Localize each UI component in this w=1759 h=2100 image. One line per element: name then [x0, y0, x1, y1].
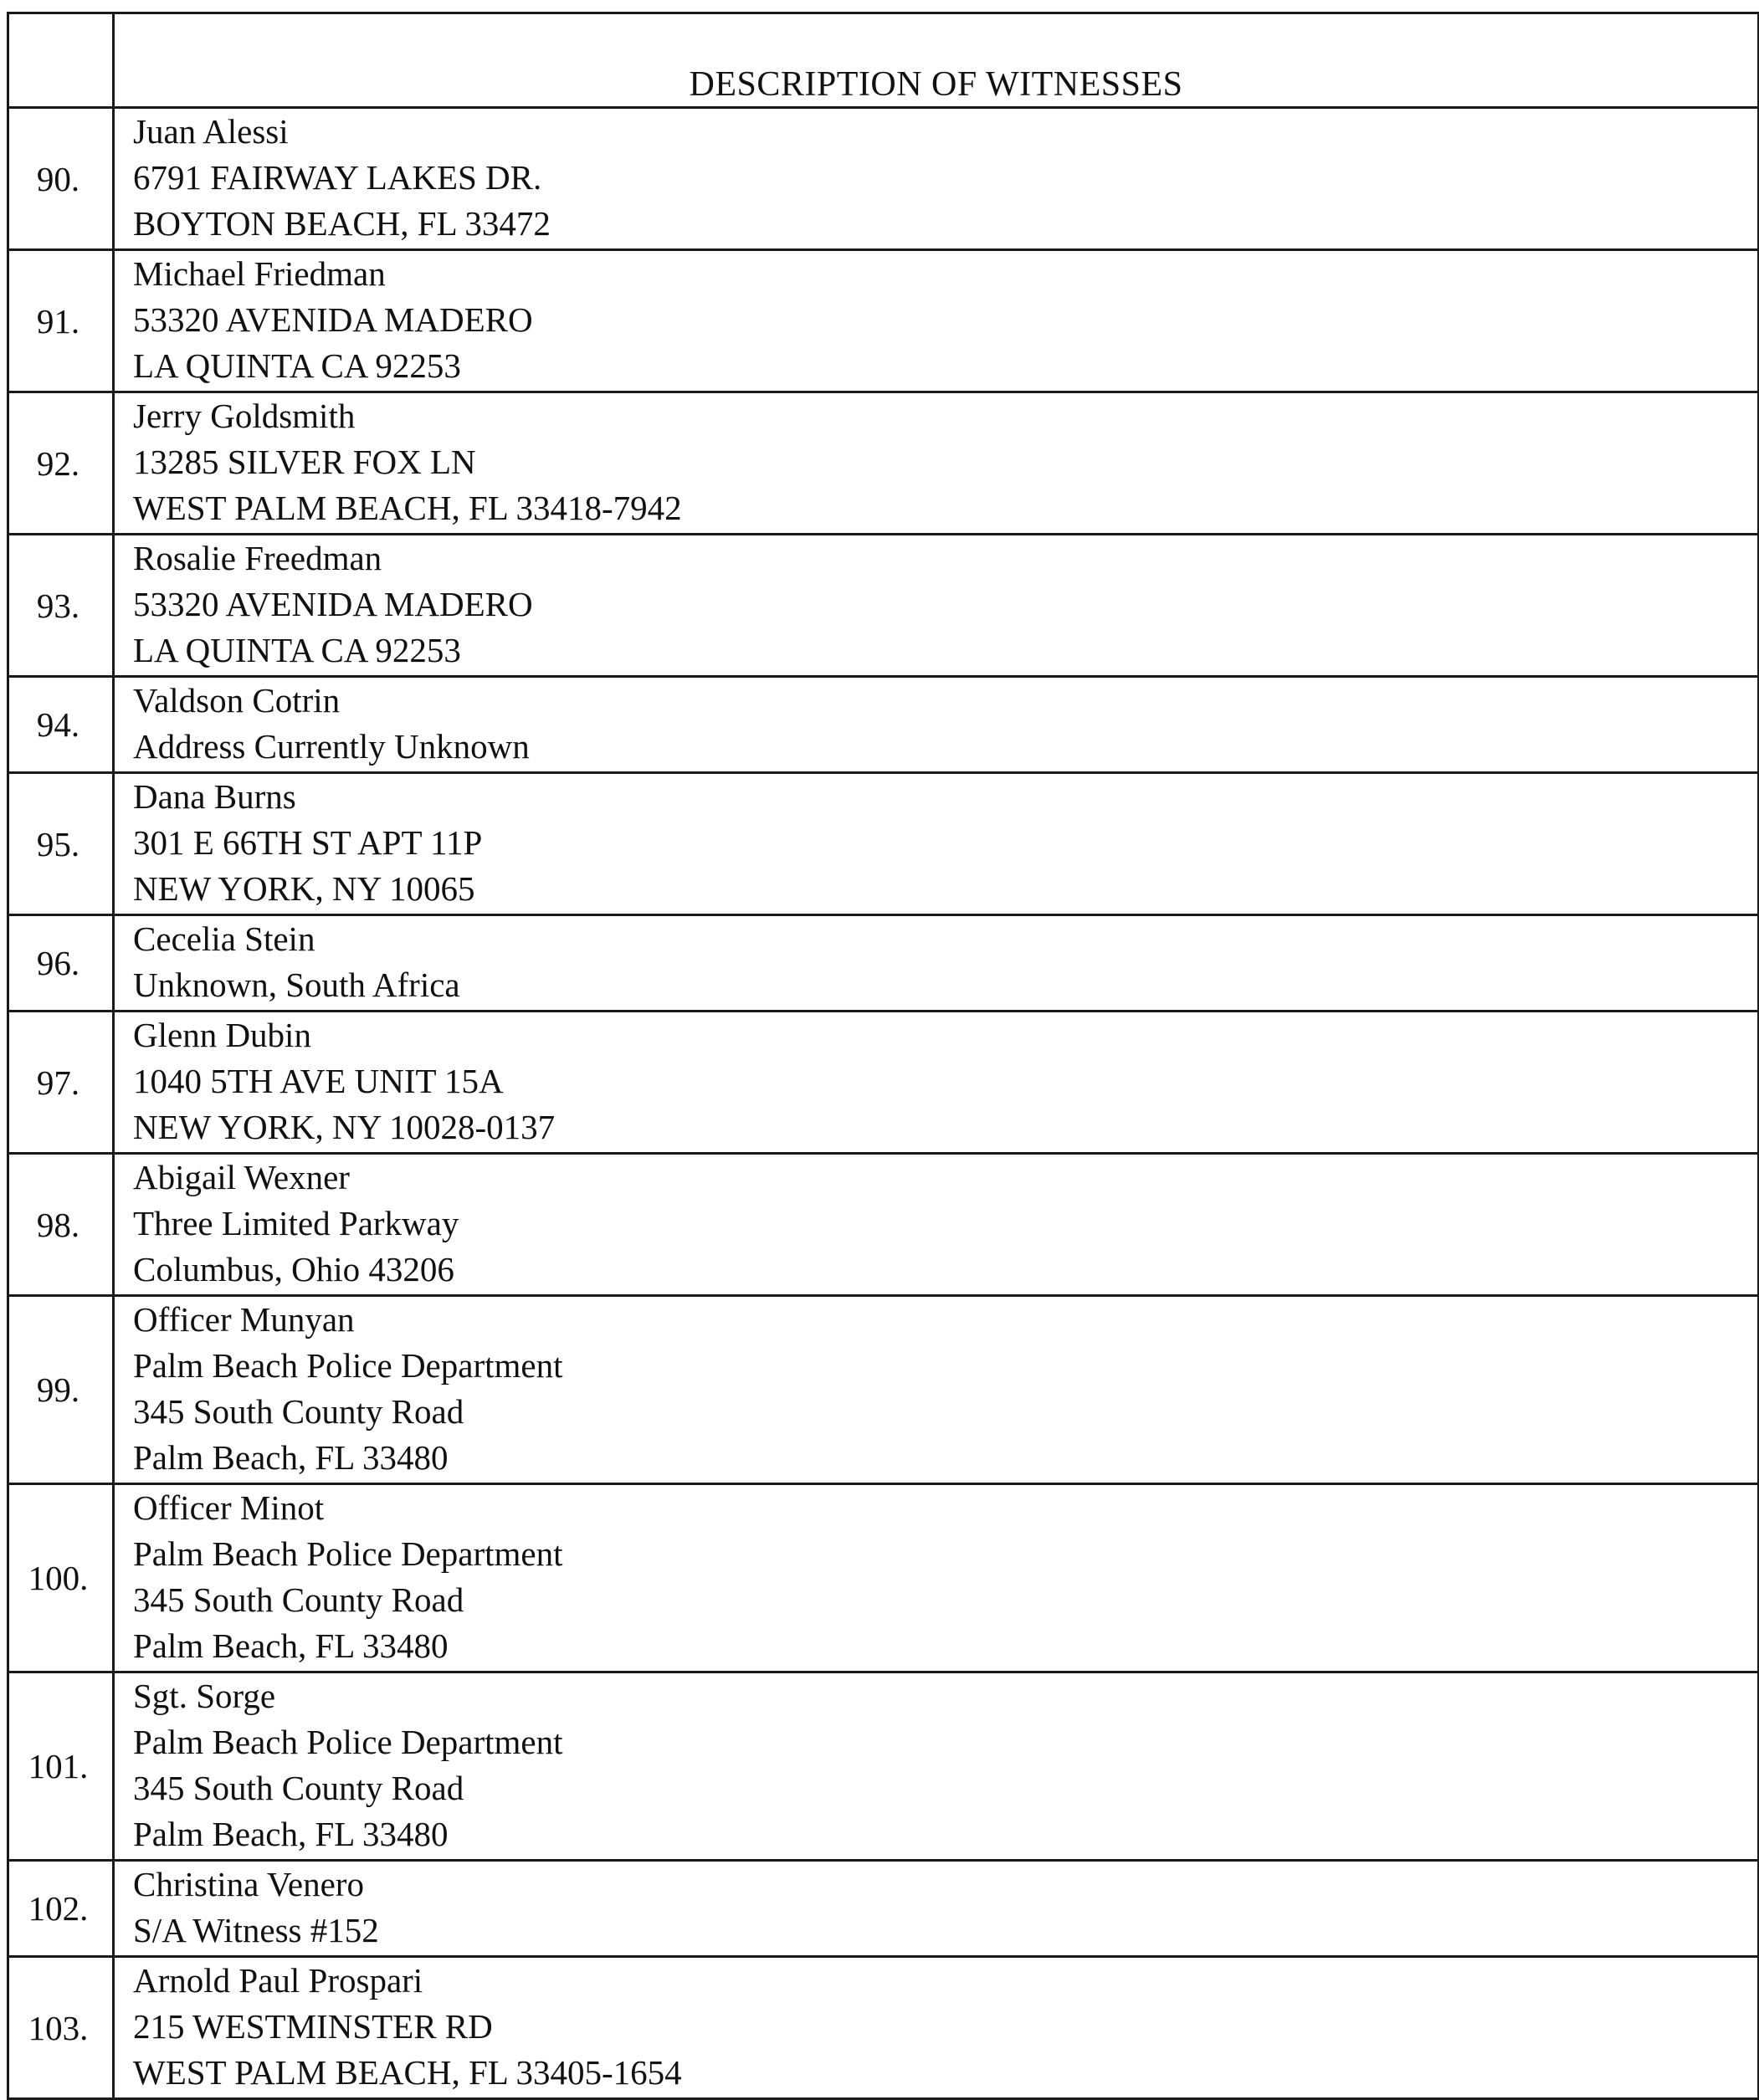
header-number-cell: [8, 13, 114, 108]
witness-address-line: 345 South County Road: [133, 1769, 464, 1807]
table-row: [8, 915, 1759, 1012]
witness-address-line: LA QUINTA CA 92253: [133, 346, 461, 385]
witness-description: [114, 108, 1759, 250]
witness-address-line: S/A Witness #152: [133, 1911, 379, 1949]
witness-description: [114, 1861, 1759, 1957]
table-row: [8, 1861, 1759, 1957]
witness-number: 103.: [8, 1957, 114, 2099]
table-header-row: [8, 13, 1759, 108]
witness-address-line: 6791 FAIRWAY LAKES DR.: [133, 158, 542, 197]
witness-name: Christina Venero: [133, 1865, 364, 1903]
witness-number: 92.: [8, 392, 114, 535]
witness-address-line: NEW YORK, NY 10065: [133, 869, 475, 908]
table-row: [8, 108, 1759, 250]
witness-name: Valdson Cotrin: [133, 681, 341, 720]
table-row: [8, 535, 1759, 677]
witness-number: 102.: [8, 1861, 114, 1957]
witness-name: Abigail Wexner: [133, 1158, 350, 1196]
witness-description: [114, 392, 1759, 535]
witness-address-line: 53320 AVENIDA MADERO: [133, 585, 533, 623]
witness-number: 98.: [8, 1154, 114, 1296]
witness-name: Rosalie Freedman: [133, 539, 382, 577]
witness-address-line: LA QUINTA CA 92253: [133, 631, 461, 669]
witness-number: 99.: [8, 1296, 114, 1484]
witness-name: Cecelia Stein: [133, 919, 315, 958]
witness-address-line: Three Limited Parkway: [133, 1204, 459, 1242]
table-header-title: DESCRIPTION OF WITNESSES: [114, 13, 1759, 108]
table-row: [8, 1012, 1759, 1154]
witness-address-line: WEST PALM BEACH, FL 33418-7942: [133, 489, 682, 527]
witness-description: [114, 677, 1759, 773]
witness-name: Dana Burns: [133, 777, 296, 816]
witness-number: 96.: [8, 915, 114, 1012]
table-row: [8, 677, 1759, 773]
witness-description: [114, 250, 1759, 392]
witness-name: Jerry Goldsmith: [133, 397, 356, 435]
witness-number: 101.: [8, 1672, 114, 1861]
witness-address-line: NEW YORK, NY 10028-0137: [133, 1108, 556, 1146]
witness-number: 91.: [8, 250, 114, 392]
table-row: [8, 1672, 1759, 1861]
witness-address-line: Palm Beach, FL 33480: [133, 1815, 449, 1853]
table-row: [8, 1154, 1759, 1296]
witness-number: 90.: [8, 108, 114, 250]
witness-address-line: BOYTON BEACH, FL 33472: [133, 204, 551, 243]
table-row: [8, 1957, 1759, 2099]
witness-description: [114, 773, 1759, 915]
witness-table-body: [8, 13, 1759, 2099]
witness-number: 97.: [8, 1012, 114, 1154]
witness-address-line: Palm Beach, FL 33480: [133, 1438, 449, 1477]
witness-address-line: Palm Beach Police Department: [133, 1346, 563, 1385]
witness-name: Glenn Dubin: [133, 1016, 311, 1054]
witness-description: [114, 915, 1759, 1012]
table-row: [8, 1296, 1759, 1484]
witness-description: [114, 535, 1759, 677]
table-row: [8, 392, 1759, 535]
witness-address-line: 1040 5TH AVE UNIT 15A: [133, 1062, 504, 1100]
table-row: [8, 773, 1759, 915]
witness-name: Michael Friedman: [133, 254, 386, 293]
witness-number: 95.: [8, 773, 114, 915]
witness-address-line: 345 South County Road: [133, 1392, 464, 1431]
witness-name: Sgt. Sorge: [133, 1677, 276, 1715]
witness-number: 93.: [8, 535, 114, 677]
witness-name: Officer Minot: [133, 1488, 325, 1527]
witness-description: [114, 1012, 1759, 1154]
witness-address-line: 13285 SILVER FOX LN: [133, 443, 476, 481]
witness-name: Officer Munyan: [133, 1300, 355, 1339]
witness-description: [114, 1957, 1759, 2099]
witness-address-line: Palm Beach Police Department: [133, 1723, 563, 1761]
witness-address-line: Unknown, South Africa: [133, 965, 460, 1004]
table-row: [8, 1484, 1759, 1672]
table-row: [8, 250, 1759, 392]
witness-address-line: 345 South County Road: [133, 1580, 464, 1619]
witness-description: [114, 1154, 1759, 1296]
witness-address-line: 53320 AVENIDA MADERO: [133, 300, 533, 339]
witness-table: [7, 12, 1759, 2100]
witness-address-line: 301 E 66TH ST APT 11P: [133, 823, 483, 862]
witness-description: [114, 1672, 1759, 1861]
witness-address-line: Palm Beach Police Department: [133, 1534, 563, 1573]
witness-description: [114, 1296, 1759, 1484]
witness-number: 94.: [8, 677, 114, 773]
witness-name: Arnold Paul Prospari: [133, 1961, 423, 2000]
witness-number: 100.: [8, 1484, 114, 1672]
witness-address-line: Columbus, Ohio 43206: [133, 1250, 454, 1288]
witness-address-line: WEST PALM BEACH, FL 33405-1654: [133, 2053, 682, 2092]
witness-name: Juan Alessi: [133, 112, 289, 151]
witness-address-line: Palm Beach, FL 33480: [133, 1626, 449, 1665]
witness-address-line: Address Currently Unknown: [133, 727, 530, 766]
witness-address-line: 215 WESTMINSTER RD: [133, 2007, 493, 2046]
witness-description: [114, 1484, 1759, 1672]
